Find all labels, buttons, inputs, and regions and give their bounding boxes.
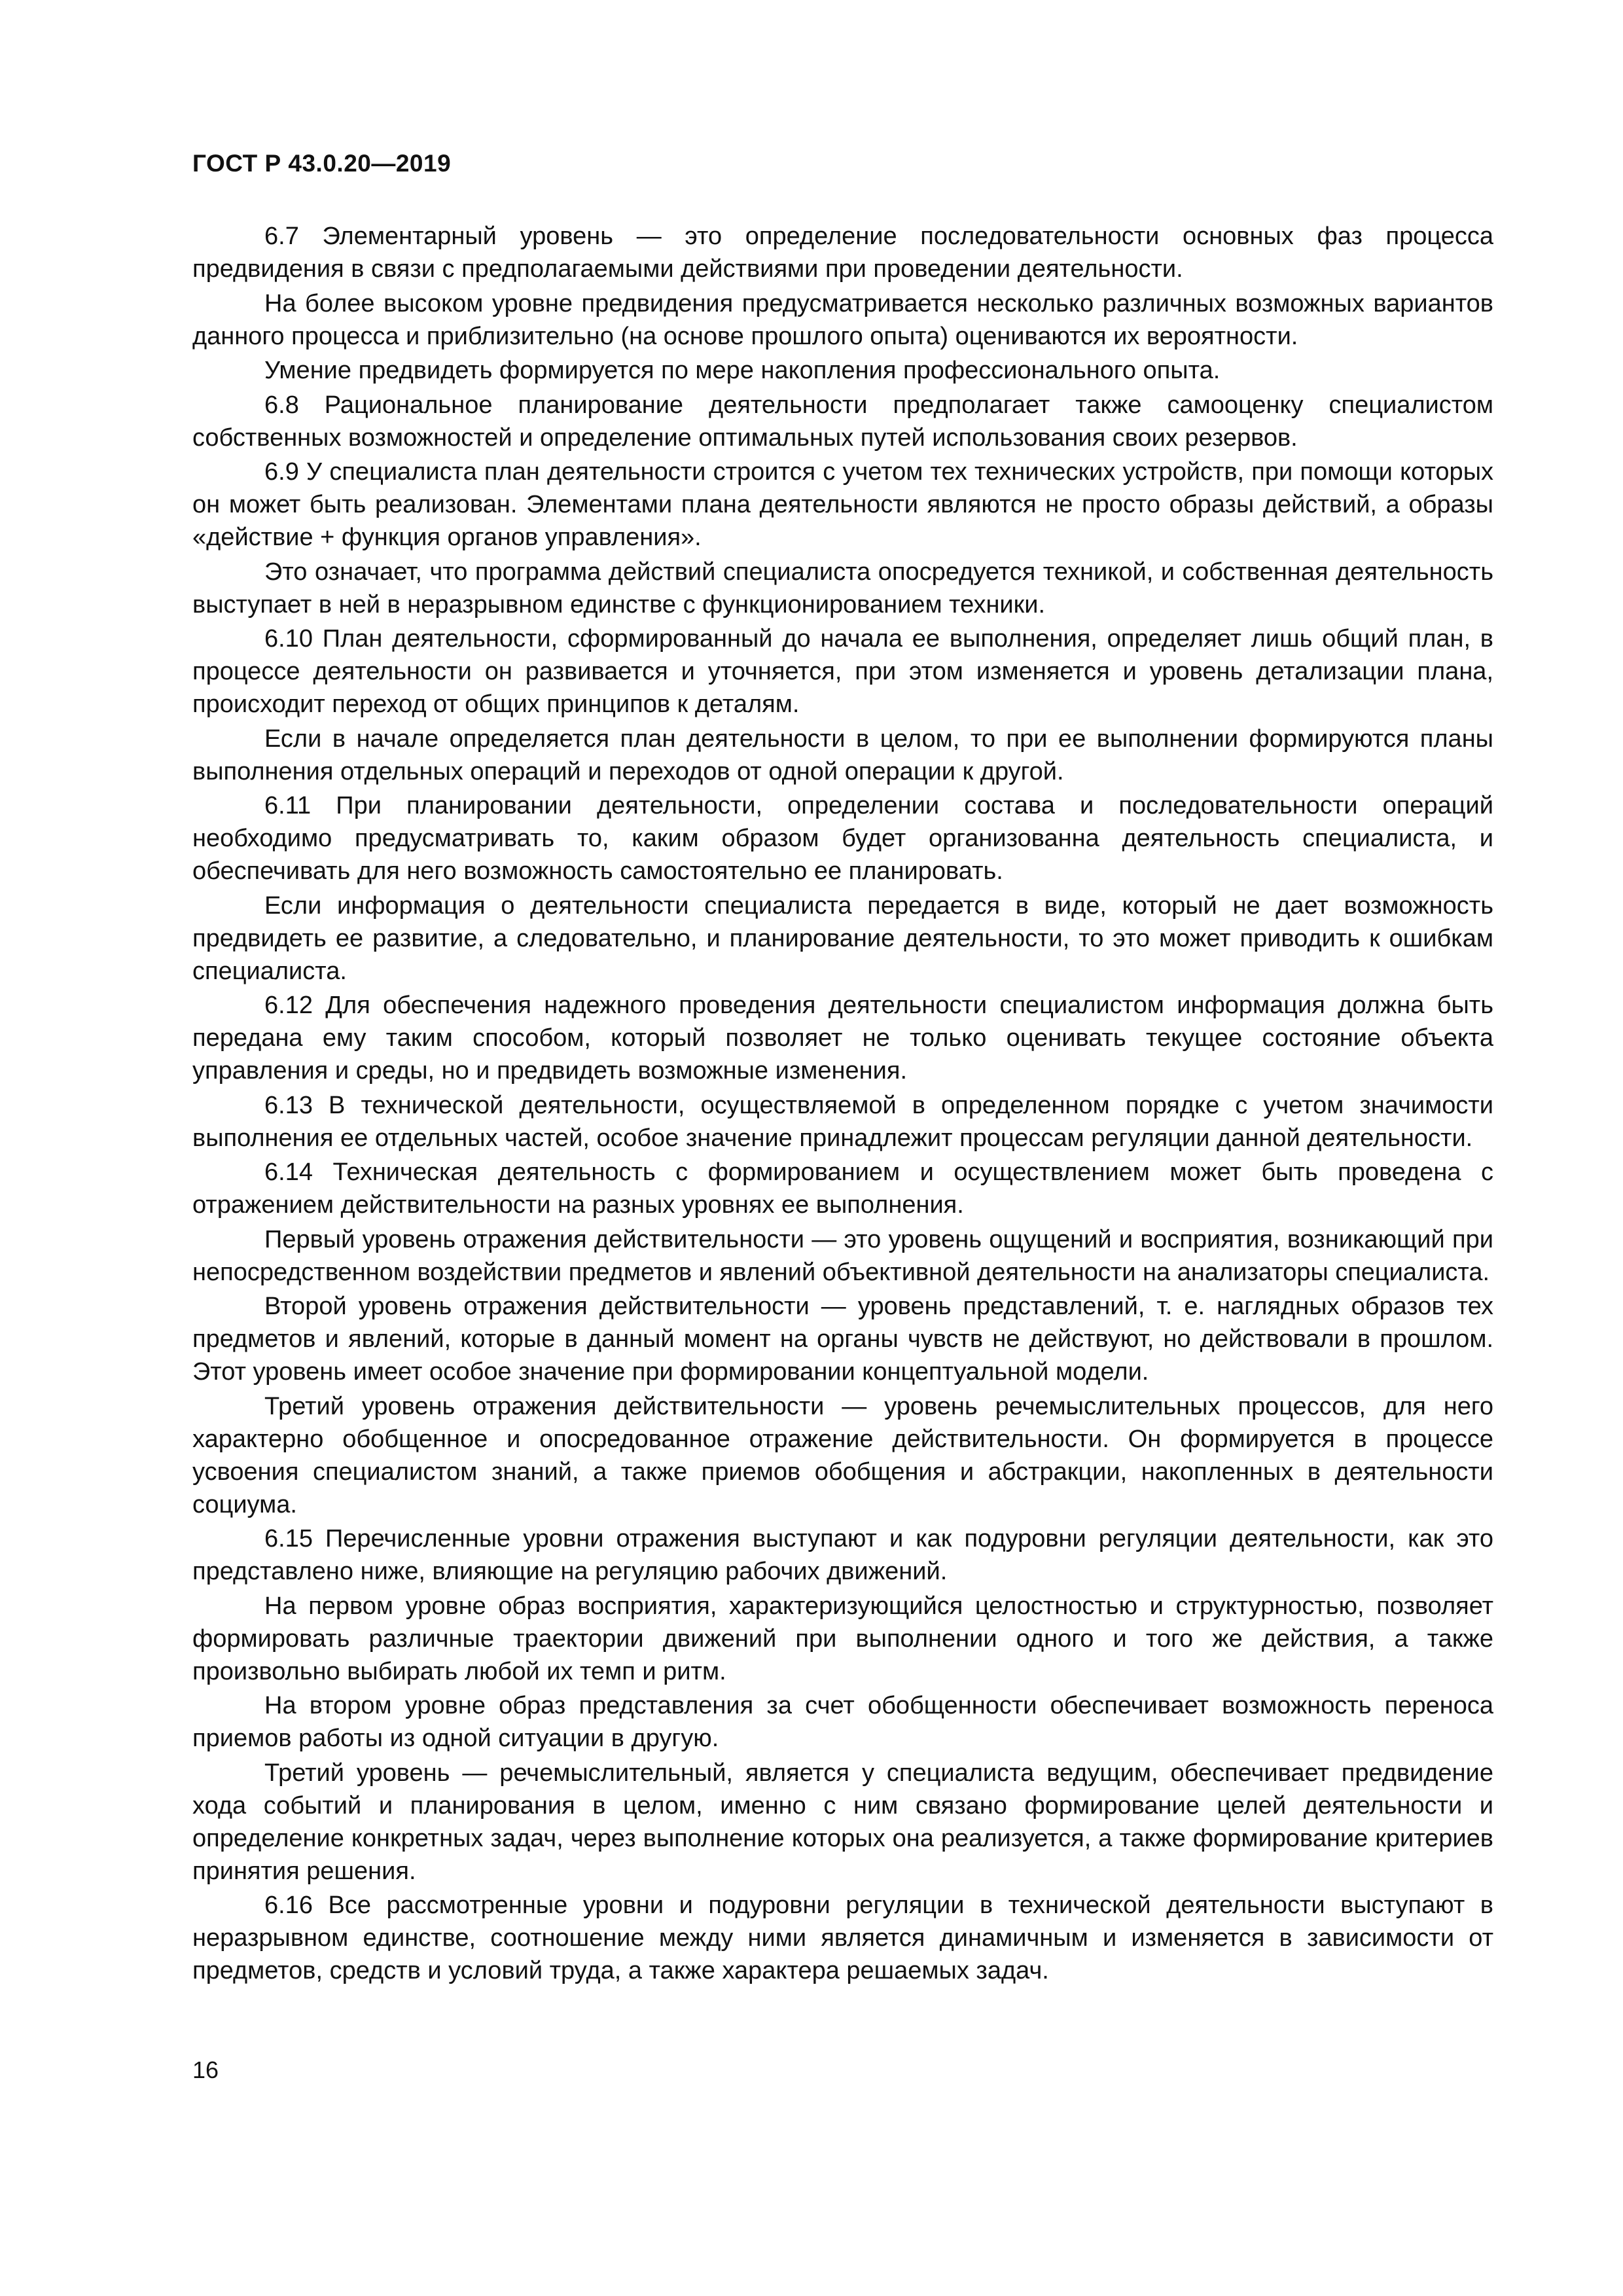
paragraph: 6.14 Техническая деятельность с формированием и осуществлением может быть проведена с отражением действительности на разных уровнях ее выполнения. [192, 1158, 1493, 1219]
paragraph: Второй уровень отражения действительности — уровень представлений, т. е. наглядных образов тех предметов и явлений, которые в данный момент на органы чувств не действуют, но действовали в прошлом. Этот уровень имеет особое значение при формировании концептуальной модели. [192, 1293, 1493, 1386]
paragraph: 6.11 При планировании деятельности, определении состава и последовательности операций необходимо предусматривать то, каким образом будет организованна деятельность специалиста, и обеспечивать для него возможность самостоятельно ее планировать. [192, 792, 1493, 885]
paragraph: Третий уровень — речемыслительный, является у специалиста ведущим, обеспечивает предвидение хода событий и планирования в целом, именно с ним связано формирование целей деятельности и определение конкретных задач, через выполнение которых она реализуется, а также формирование критериев принятия решения. [192, 1759, 1493, 1885]
paragraph: Третий уровень отражения действительности — уровень речемыслительных процессов, для него характерно обобщенное и опосредованное отражение действительности. Он формируется в процессе усвоения специалистом знаний, а также приемов обобщения и абстракции, накопленных в деятельности социума. [192, 1392, 1493, 1518]
document-body [192, 220, 1493, 1989]
paragraph: 6.15 Перечисленные уровни отражения выступают и как подуровни регуляции деятельности, как это представлено ниже, влияющие на регуляцию рабочих движений. [192, 1525, 1493, 1585]
page-number: 16 [192, 2056, 219, 2083]
paragraph: Это означает, что программа действий специалиста опосредуется техникой, и собственная деятельность выступает в ней в неразрывном единстве с функционированием техники. [192, 558, 1493, 619]
paragraph: Если в начале определяется план деятельности в целом, то при ее выполнении формируются планы выполнения отдельных операций и переходов от одной операции к другой. [192, 725, 1493, 785]
paragraph: Умение предвидеть формируется по мере накопления профессионального опыта. [264, 357, 1221, 384]
paragraph: 6.10 План деятельности, сформированный до начала ее выполнения, определяет лишь общий план, в процессе деятельности он развивается и уточняется, при этом изменяется и уровень детализации плана, происходит переход от общих принципов к деталям. [192, 625, 1493, 718]
document-header [192, 149, 451, 178]
paragraph: Первый уровень отражения действительности — это уровень ощущений и восприятия, возникающий при непосредственном воздействии предметов и явлений объективной деятельности на анализаторы специалиста. [192, 1225, 1493, 1286]
document-code: ГОСТ Р 43.0.20—2019 [192, 150, 452, 177]
paragraph: 6.7 Элементарный уровень — это определение последовательности основных фаз процесса предвидения в связи с предполагаемыми действиями при проведении деятельности. [192, 223, 1493, 283]
paragraph: Если информация о деятельности специалиста передается в виде, который не дает возможность предвидеть ее развитие, а следовательно, и планирование деятельности, то это может приводить к ошибкам специалиста. [192, 891, 1493, 985]
paragraph: На втором уровне образ представления за счет обобщенности обеспечивает возможность переноса приемов работы из одной ситуации в другую. [192, 1692, 1493, 1752]
paragraph: 6.8 Рациональное планирование деятельности предполагает также самооценку специалистом собственных возможностей и определение оптимальных путей использования своих резервов. [192, 391, 1493, 452]
paragraph: 6.9 У специалиста план деятельности строится с учетом тех технических устройств, при помощи которых он может быть реализован. Элементами плана деятельности являются не просто образы действий, а образы «действие + функция органов управления». [192, 458, 1493, 551]
paragraph: 6.16 Все рассмотренные уровни и подуровни регуляции в технической деятельности выступают в неразрывном единстве, соотношение между ними является динамичным и изменяется в зависимости от предметов, средств и условий труда, а также характера решаемых задач. [192, 1892, 1493, 1984]
paragraph: На более высоком уровне предвидения предусматривается несколько различных возможных вариантов данного процесса и приблизительно (на основе прошлого опыта) оцениваются их вероятности. [192, 289, 1493, 350]
paragraph: 6.12 Для обеспечения надежного проведения деятельности специалистом информация должна быть передана ему таким способом, который позволяет не только оценивать текущее состояние объекта управления и среды, но и предвидеть возможные изменения. [192, 992, 1493, 1085]
paragraph: На первом уровне образ восприятия, характеризующийся целостностью и структурностью, позволяет формировать различные траектории движений при выполнении одного и того же действия, а также произвольно выбирать любой их темп и ритм. [192, 1592, 1493, 1685]
paragraph: 6.13 В технической деятельности, осуществляемой в определенном порядке с учетом значимости выполнения ее отдельных частей, особое значение принадлежит процессам регуляции данной деятельности. [192, 1091, 1493, 1152]
